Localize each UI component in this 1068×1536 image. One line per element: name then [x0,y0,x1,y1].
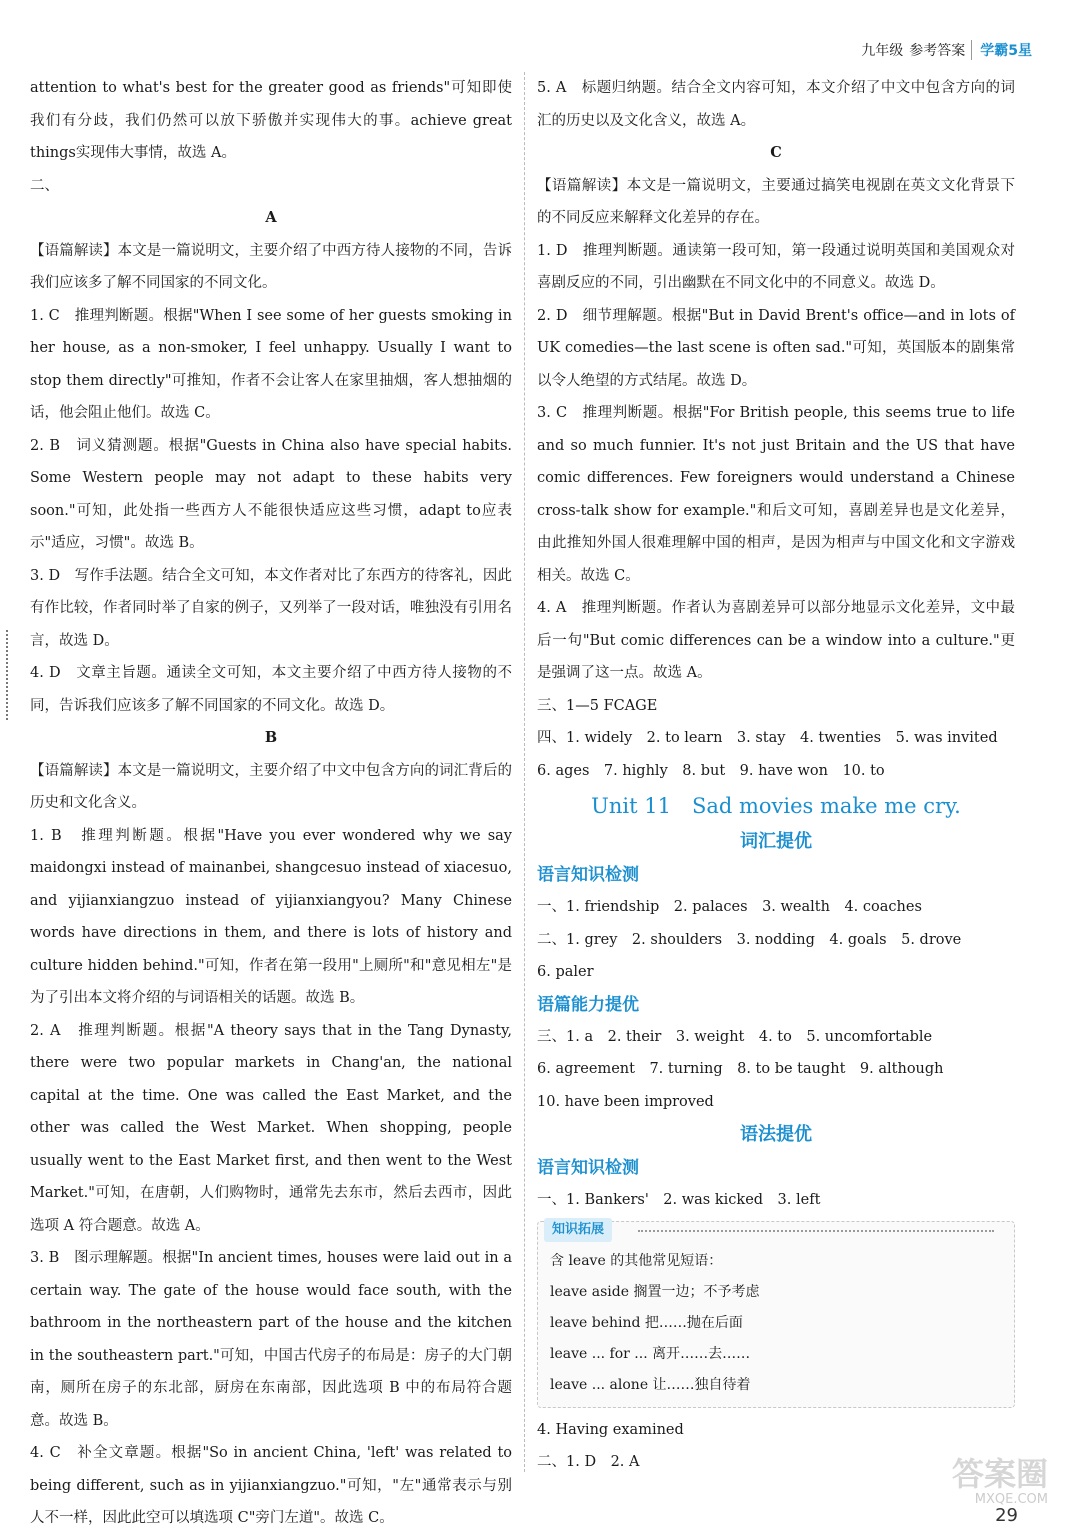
grammar-line: 一、1. Bankers' 2. was kicked 3. left [537,1192,821,1208]
answer-paragraph: 4. C 补全文章题。根据"So in ancient China, 'left' was related to being different, such as in yijianxiangzuo."可知，"左"通常表示与别人不一样，因此此空可以填选项 C"旁门左道"。故选 C。 [30,1445,512,1526]
answer-paragraph: 6. ages 7. highly 8. but 9. have won 10. to [537,762,885,779]
knowledge-tag: 知识拓展 [544,1218,612,1242]
dotted-rule [638,1230,994,1232]
answer-paragraph: 3. D 写作手法题。结合全文可知，本文作者对比了东西方的待客礼，因此有作比较，作者同时举了自家的例子，又列举了一段对话，唯独没有引用名言，故选 D。 [30,567,512,649]
answer-paragraph: 三、1—5 FCAGE [537,697,658,714]
binding-mark [6,630,12,720]
brand-logo: 学霸5星 [971,40,1032,60]
passage-heading: B [264,729,278,746]
knowledge-box [537,1221,1015,1408]
vocab-line-1: 一、1. friendship 2. palaces 3. wealth 4. coaches [537,899,922,915]
vocab-line-2: 二、1. grey 2. shoulders 3. nodding 4. goals 5. drove [537,931,962,948]
grade-label: 九年级 [861,43,904,59]
text-line-2: 6. agreement 7. turning 8. to be taught 9. although [537,1061,944,1077]
right-top-answers [537,72,1015,787]
knowledge-line: leave ... for ... 离开……去…… [550,1345,751,1362]
after-box-line-2: 二、1. D 2. A [537,1454,640,1470]
knowledge-line: leave behind 把……抛在后面 [550,1314,743,1331]
left-column [30,72,512,1535]
answer-paragraph: 2. B 词义猜测题。根据"Guests in China also have special habits. Some Western people may not adapt to these habits very soon."可知，此处指一些西方人不能很快适应这些习惯，adapt to应表示"适应，习惯"。故选 B。 [30,437,512,551]
answer-paragraph: 四、1. widely 2. to learn 3. stay 4. twenties 5. was invited [537,730,998,746]
answer-paragraph: 4. A 推理判断题。作者认为喜剧差异可以部分地显示文化差异，文中最后一句"But comic differences can be a window into a culture."更是强调了这一点。故选 A。 [537,600,1015,681]
answer-paragraph: 【语篇解读】本文是一篇说明文，主要通过搞笑电视剧在英文文化背景下的不同反应来解释文化差异的存在。 [537,177,1015,226]
lang-check-title-2: 语言知识检测 [537,1158,639,1178]
text-line-1: 三、1. a 2. their 3. weight 4. to 5. uncomfortable [537,1028,933,1045]
column-divider [524,72,525,1472]
answer-paragraph: 二、 [30,177,59,194]
answer-paragraph: 1. C 推理判断题。根据"When I see some of her guests smoking in her house, as a non-smoker, I feel unhappy. Usually I want to stop them directly"可推知，作者不会让客人在家里抽烟，客人想抽烟的话，他会阻止他们。故选 C。 [30,307,512,421]
unit-title: Unit 11 Sad movies make me cry. [591,794,961,818]
vocab-section-title: 词汇提优 [740,831,812,852]
text-line-3: 10. have been improved [537,1093,714,1110]
vocab-line-3: 6. paler [537,964,594,980]
answer-paragraph: 【语篇解读】本文是一篇说明文，主要介绍了中文中包含方向的词汇背后的历史和文化含义。 [30,762,512,811]
page-header [861,40,1032,60]
answer-paragraph: 【语篇解读】本文是一篇说明文，主要介绍了中西方待人接物的不同，告诉我们应该多了解不同国家的不同文化。 [30,242,512,291]
answer-paragraph: 4. D 文章主旨题。通读全文可知，本文主要介绍了中西方待人接物的不同，告诉我们应该多了解不同国家的不同文化。故选 D。 [30,665,512,714]
answer-paragraph: 2. D 细节理解题。根据"But in David Brent's office—and in lots of UK comedies—the last scene is often sad."可知，英国版本的剧集常以令人绝望的方式结尾。故选 D。 [537,307,1015,389]
passage-heading: C [770,144,782,161]
text-ability-title: 语篇能力提优 [537,994,639,1015]
page-number: 29 [995,1505,1018,1526]
passage-heading: A [265,209,277,226]
right-column [537,72,1015,1479]
answer-paragraph: 3. B 图示理解题。根据"In ancient times, houses were laid out in a certain way. The gate of the house would face south, with the bathroom in the northeastern part of the house and the kitchen in the southeastern part."可知，中国古代房子的布局是：房子的大门朝南，厕所在房子的东北部，厨房在东南部，因此选项 B 中的布局符合题意。故选 B。 [30,1250,512,1429]
grammar-section-title: 语法提优 [740,1124,812,1145]
answer-paragraph: 1. B 推理判断题。根据"Have you ever wondered why we say maidongxi instead of mainanbei, shangcesuo instead of xiacesuo, and yijianxiangzuo instead of yijianxiangyou? Many Chinese words have directions in them, and there is lots of history and culture hidden behind."可知，作者在第一段用"上厕所"和"意见相左"是为了引出本文将介绍的与词语相关的话题。故选 B。 [30,827,512,1006]
knowledge-line: leave ... alone 让……独自待着 [550,1376,751,1393]
after-box-line-1: 4. Having examined [537,1421,684,1438]
answer-paragraph: 5. A 标题归纳题。结合全文内容可知，本文介绍了中文中包含方向的词汇的历史以及文化含义，故选 A。 [537,80,1015,129]
answer-paragraph: 1. D 推理判断题。通读第一段可知，第一段通过说明英国和美国观众对喜剧反应的不同，引出幽默在不同文化中的不同意义。故选 D。 [537,242,1015,291]
watermark-logo: 答案圈 MXQE.COM [951,1455,1048,1507]
lang-check-title-1: 语言知识检测 [537,865,639,885]
answer-paragraph: attention to what's best for the greater good as friends"可知即使我们有分歧，我们仍然可以放下骄傲并实现伟大的事。achieve great things实现伟大事情，故选 A。 [30,80,512,161]
answer-paragraph: 2. A 推理判断题。根据"A theory says that in the Tang Dynasty, there were two popular markets in Chang'an, the national capital at the time. One was called the East Market, and the other was called the West Market. When shopping, people usually went to the East Market first, and then went to the West Market."可知，在唐朝，人们购物时，通常先去东市，然后去西市，因此选项 A 符合题意。故选 A。 [30,1022,512,1234]
answer-paragraph: 3. C 推理判断题。根据"For British people, this seems true to life and so much funnier. It's not just Britain and the US that have comic differences. Few foreigners would understand a Chinese cross-talk show for example."和后文可知，喜剧差异也是文化差异，由此推知外国人很难理解中国的相声，是因为相声与中国文化和文字游戏相关。故选 C。 [537,405,1015,584]
knowledge-line: 含 leave 的其他常见短语： [550,1252,723,1269]
answer-label: 参考答案 [909,43,966,59]
knowledge-line: leave aside 搁置一边；不予考虑 [550,1283,760,1300]
